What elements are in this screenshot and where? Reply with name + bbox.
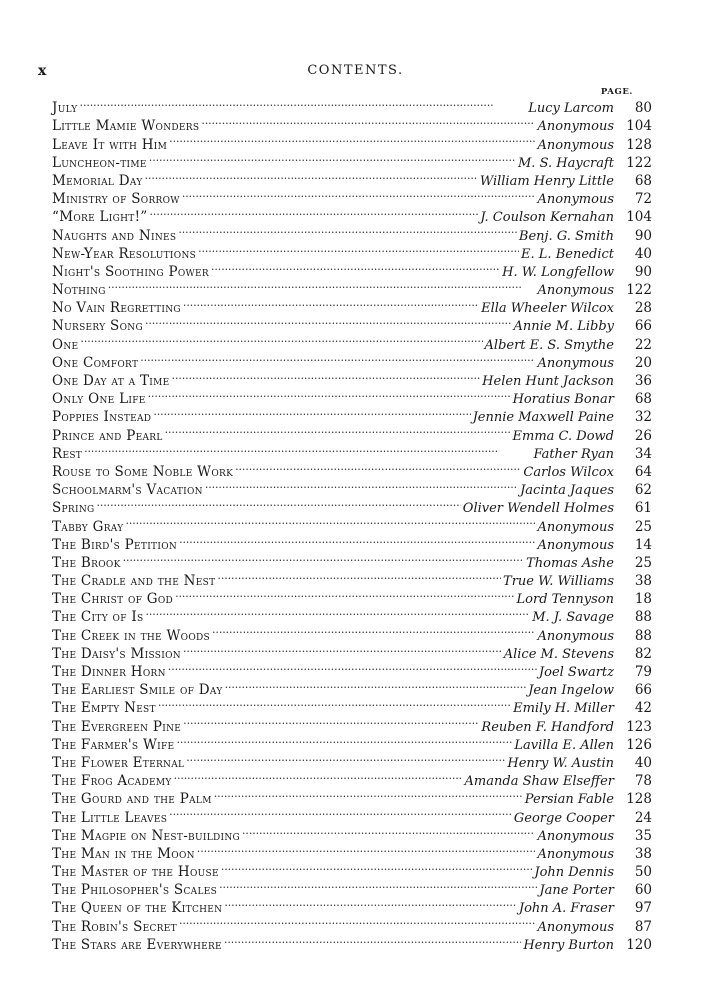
entry-title: One Day at a Time [52,373,170,389]
contents-entry [52,94,652,117]
entry-page: 104 [626,209,652,226]
dot-leader [174,767,463,785]
entry-title: The Daisy's Mission [52,645,181,662]
entry-page: 128 [626,791,652,808]
dot-leader [197,840,536,858]
entry-title: New-Year Resolutions [52,245,197,262]
entry-page: 62 [634,482,652,499]
entry-page: 97 [634,900,652,917]
entry-page: 68 [634,391,652,408]
entry-author: Thomas Ashe [526,555,614,571]
entry-page: 122 [626,282,652,299]
entry-author: Ella Wheeler Wilcox [481,301,614,317]
entry-page: 79 [634,664,652,680]
entry-page: 90 [634,227,652,244]
dot-leader [148,385,511,403]
entry-page: 104 [626,118,652,135]
entry-page: 40 [634,245,652,262]
dot-leader [219,876,537,894]
entry-page: 66 [634,318,652,335]
entry-title: Leave It with Him [52,136,168,153]
entry-author: Anonymous [537,137,614,153]
dot-leader [179,912,536,930]
dot-leader [168,658,537,676]
entry-page: 24 [634,809,652,826]
entry-title: Rest [52,445,83,462]
entry-title: The City of Is [52,609,144,626]
dot-leader [179,531,535,549]
entry-author: Henry W. Austin [507,755,614,771]
entry-author: J. Coulson Kernahan [480,210,614,226]
entry-page: 18 [634,591,652,608]
entry-author: George Cooper [513,810,614,826]
entry-title: The Dinner Horn [52,664,166,680]
dot-leader [80,94,527,112]
dot-leader [212,621,535,639]
entry-page: 25 [634,554,652,571]
dot-leader [80,330,482,348]
entry-author: Reuben F. Handford [481,719,614,735]
dot-leader [205,476,518,494]
dot-leader [242,822,535,840]
entry-author: Anonymous [537,846,614,862]
dot-leader [125,512,535,530]
entry-page: 38 [634,573,652,590]
entry-author: Joel Swartz [538,665,614,680]
entry-page: 22 [634,336,652,353]
dot-leader [153,403,470,421]
entry-page: 34 [634,445,652,462]
entry-author: Horatius Bonar [512,392,614,408]
dot-leader [217,567,501,585]
dot-leader [145,603,530,621]
dot-leader [182,185,536,203]
dot-leader [225,676,527,694]
entry-author: Anonymous [537,537,614,553]
dot-leader [175,585,514,603]
entry-title: The Stars are Everywhere [52,936,222,953]
dot-leader [123,549,525,567]
entry-title: The Frog Academy [52,773,172,790]
entry-page: 66 [634,682,652,699]
dot-leader [224,931,521,949]
dot-leader [149,149,516,167]
entry-author: Jacinta Jaques [520,483,614,499]
dot-leader [201,112,535,130]
entry-author: Emily H. Miller [513,701,614,717]
entry-author: Benj. G. Smith [518,228,614,244]
entry-author: Anonymous [537,355,614,371]
entry-title: Poppies Instead [52,409,152,426]
entry-title: The Cradle and the Nest [52,573,216,590]
running-head: CONTENTS. [307,63,404,78]
entry-page: 14 [634,536,652,553]
entry-title: Rouse to Some Noble Work [52,463,234,480]
entry-title: The Brook [52,554,121,571]
dot-leader [221,858,533,876]
entry-author: Helen Hunt Jackson [482,374,614,389]
dot-leader [178,221,517,239]
dot-leader [169,803,512,821]
entry-title: The Magpie on Nest-building [52,827,241,844]
dot-leader [176,731,512,749]
entry-author: Carlos Wilcox [523,464,614,480]
entry-author: Annie M. Libby [513,319,614,335]
entry-page: 90 [634,263,652,280]
entry-title: The Man in the Moon [52,845,195,862]
entry-page: 82 [634,645,652,662]
entry-title: The Earliest Smile of Day [52,682,223,699]
dot-leader [198,240,519,258]
entry-page: 88 [634,627,652,644]
entry-page: 120 [626,936,652,953]
dot-leader [235,458,521,476]
entry-title: The Little Leaves [52,809,168,826]
entry-author: M. S. Haycraft [518,155,614,171]
dot-leader [165,421,511,439]
entry-page: 88 [634,609,652,626]
entry-author: Jennie Maxwell Paine [472,410,614,426]
entry-page: 32 [634,409,652,426]
dot-leader [224,894,517,912]
entry-title: The Farmer's Wife [52,736,175,753]
entry-title: The Creek in the Woods [52,627,211,644]
entry-page: 72 [634,191,652,208]
entry-page: 61 [634,500,652,517]
entry-author: M. J. Savage [532,610,614,626]
entry-title: The Robin's Secret [52,918,177,935]
entry-author: Father Ryan [533,446,614,462]
dot-leader [84,440,531,458]
dot-leader [214,785,523,803]
dot-leader [140,349,535,367]
entry-page: 28 [634,300,652,317]
entry-title: The Flower Eternal [52,754,185,771]
entry-author: John Dennis [534,865,614,881]
dot-leader [186,749,505,767]
entry-title: Night's Soothing Power [52,263,210,280]
entry-page: 25 [634,518,652,535]
entry-author: Amanda Shaw Elseffer [464,774,614,790]
dot-leader [183,640,502,658]
entry-title: The Christ of God [52,591,174,608]
entry-title: One [52,336,79,353]
entry-title: Luncheon-time [52,154,147,171]
entry-page: 20 [634,354,652,371]
entry-page: 80 [634,100,652,117]
entry-page: 40 [634,754,652,771]
entry-author: Anonymous [537,519,614,535]
entry-page: 60 [634,882,652,899]
entry-author: Lavilla E. Allen [514,737,614,753]
entry-author: Anonymous [537,192,614,208]
dot-leader [108,276,536,294]
entry-title: The Philosopher's Scales [52,882,218,899]
dot-leader [145,167,478,185]
entry-author: E. L. Benedict [521,246,614,262]
entry-page: 68 [634,172,652,189]
entry-title: No Vain Regretting [52,300,181,317]
entry-page: 128 [626,136,652,153]
entry-title: Schoolmarm's Vacation [52,482,203,499]
entry-page: 64 [634,463,652,480]
entry-author: Alice M. Stevens [503,646,614,662]
dot-leader [211,258,500,276]
entry-title: Nothing [52,282,106,299]
entry-page: 123 [626,718,652,735]
entry-title: Prince and Pearl [52,427,163,444]
entry-author: Lucy Larcom [528,101,614,117]
entry-title: July [52,100,78,117]
page-number: x [38,63,47,79]
entry-author: Anonymous [537,628,614,644]
entry-author: Oliver Wendell Holmes [462,501,614,517]
entry-title: Spring [52,500,95,517]
entry-author: Emma C. Dowd [512,428,614,444]
dot-leader [145,312,512,330]
dot-leader [169,130,535,148]
entry-page: 50 [634,864,652,881]
dot-leader [172,367,481,385]
entry-author: Anonymous [537,119,614,135]
entry-title: “More Light!” [52,209,148,226]
entry-author: True W. Williams [503,574,614,590]
entry-title: The Queen of the Kitchen [52,900,223,917]
entry-title: The Evergreen Pine [52,718,182,735]
entry-title: Tabby Gray [52,518,124,535]
entry-page: 35 [634,827,652,844]
dot-leader [150,203,479,221]
entry-page: 36 [634,373,652,389]
entry-title: Little Mamie Wonders [52,118,200,135]
entry-page: 87 [634,918,652,935]
dot-leader [183,712,479,730]
entry-author: Anonymous [537,283,614,299]
entry-title: Nursery Song [52,318,143,335]
entry-title: The Empty Nest [52,700,156,717]
entry-author: Lord Tennyson [516,592,614,608]
entry-title: Only One Life [52,391,146,408]
entry-title: The Master of the House [52,864,219,881]
contents-list [52,94,652,953]
entry-page: 26 [634,427,652,444]
entry-author: Henry Burton [523,937,614,953]
page-column-heading: PAGE. [600,87,633,97]
entry-page: 38 [634,845,652,862]
entry-page: 122 [626,154,652,171]
dot-leader [158,694,511,712]
entry-title: Ministry of Sorrow [52,191,180,208]
entry-page: 78 [634,773,652,790]
dot-leader [183,294,479,312]
entry-author: Jean Ingelow [528,683,614,699]
dot-leader [97,494,461,512]
entry-author: Anonymous [537,828,614,844]
entry-page: 42 [634,700,652,717]
entry-title: Memorial Day [52,172,143,189]
entry-author: Anonymous [537,919,614,935]
entry-author: John A. Fraser [518,901,614,917]
entry-title: The Gourd and the Palm [52,791,212,808]
entry-page: 126 [626,736,652,753]
entry-title: The Bird's Petition [52,536,178,553]
entry-author: H. W. Longfellow [502,264,614,280]
entry-author: Jane Porter [539,883,614,899]
entry-author: Albert E. S. Smythe [484,337,614,353]
entry-title: Naughts and Nines [52,227,177,244]
entry-author: William Henry Little [479,173,614,189]
entry-title: One Comfort [52,354,139,371]
entry-author: Persian Fable [524,792,614,808]
